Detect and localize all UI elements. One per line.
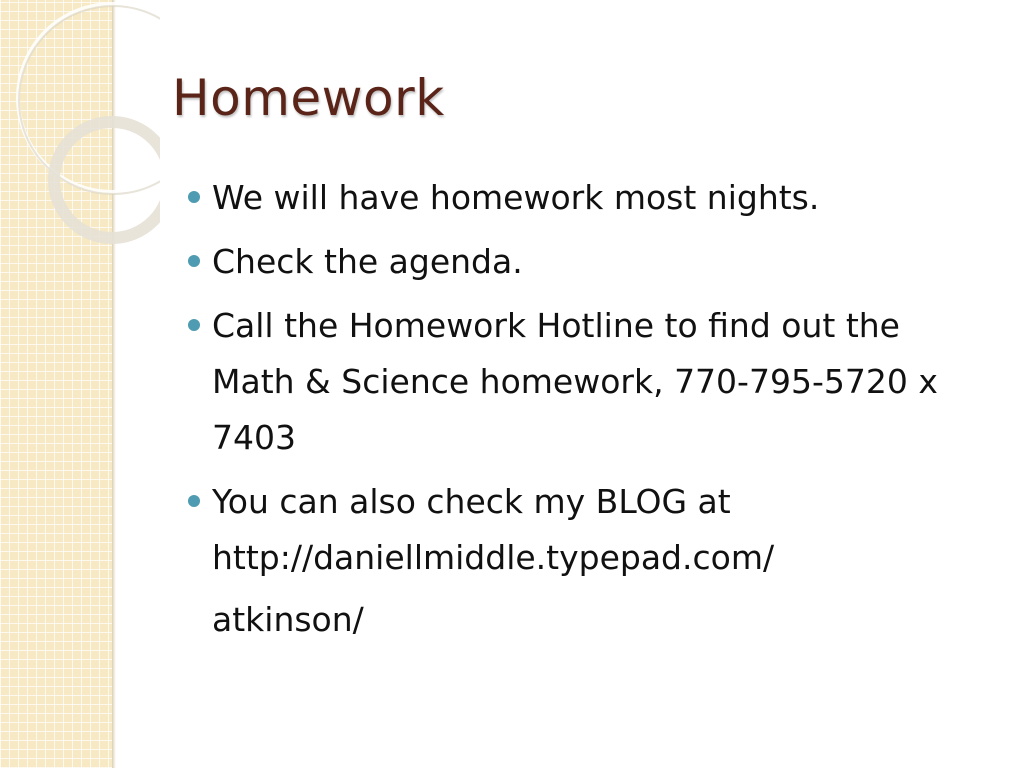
bullet-item-blog	[186, 474, 986, 648]
bullet-text: We will have homework most nights.	[212, 178, 820, 217]
bullet-dot-icon	[188, 319, 200, 331]
bullet-item-hotline	[186, 298, 986, 466]
bullet-text: Check the agenda.	[212, 242, 523, 281]
bullet-dot-icon	[188, 495, 200, 507]
bullet-dot-icon	[188, 255, 200, 267]
bullet-dot-icon	[188, 191, 200, 203]
blog-url-continuation: atkinson/	[212, 600, 364, 639]
bullet-item-homework-nights	[186, 170, 986, 226]
bullet-text: You can also check my BLOG at http://daniellmiddle.typepad.com/	[212, 482, 775, 577]
large-ring	[18, 4, 160, 192]
bullet-list	[186, 170, 986, 656]
bullet-item-agenda	[186, 234, 986, 290]
bullet-text: Call the Homework Hotline to find out the Math & Science homework, 770-795-5720 x 7403	[212, 306, 938, 457]
large-ring-shadow	[19, 6, 160, 194]
slide-title: Homework	[172, 69, 445, 127]
decorative-circles	[0, 0, 160, 260]
